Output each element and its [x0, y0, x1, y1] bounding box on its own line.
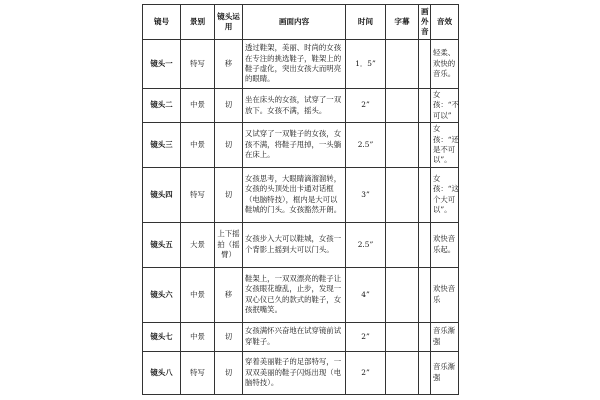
table-row: [143, 40, 459, 89]
time-cell: 2”: [346, 322, 386, 351]
shot-number-cell: 镜头一: [143, 40, 181, 89]
sound-cell: 女孩：“还是不可以”。: [431, 123, 459, 168]
sound-cell: 轻柔、欢快的音乐。: [431, 40, 459, 89]
content-cell: 女孩步入大可以鞋城，女孩一个背影上摇到大可以门头。: [243, 222, 346, 267]
shot-size-cell: 中景: [181, 89, 215, 123]
time-cell: 2”: [346, 351, 386, 394]
table-row: [143, 167, 459, 222]
header-camera-move: 镜头运用: [215, 5, 243, 40]
content-cell: 女孩满怀兴奋地在试穿镜前试穿鞋子。: [243, 322, 346, 351]
header-subtitle: 字幕: [386, 5, 419, 40]
camera-move-cell: 移: [215, 40, 243, 89]
sound-cell: 女孩：“这个大可以”。: [431, 167, 459, 222]
time-cell: 2.5”: [346, 222, 386, 267]
camera-move-cell: 切: [215, 351, 243, 394]
time-cell: 4”: [346, 267, 386, 322]
header-voiceover: 画外音: [419, 5, 431, 40]
camera-move-cell: 切: [215, 89, 243, 123]
table-row: [143, 222, 459, 267]
voiceover-cell: [419, 322, 431, 351]
sound-cell: 欢快音乐起。: [431, 222, 459, 267]
content-cell: 又试穿了一双鞋子的女孩，女孩不满，将鞋子甩掉，一头躺在床上。: [243, 123, 346, 168]
subtitle-cell: [386, 40, 419, 89]
shot-size-cell: 大景: [181, 222, 215, 267]
shot-number-cell: 镜头七: [143, 322, 181, 351]
sound-cell: 女孩：“不可以”: [431, 89, 459, 123]
voiceover-cell: [419, 89, 431, 123]
table-row: [143, 123, 459, 168]
content-cell: 穿着美丽鞋子的足部特写，一双双美丽的鞋子闪烁出现（电脑特技）。: [243, 351, 346, 394]
content-cell: 女孩思考，大眼睛滴溜溜转，女孩的头顶处出卡通对话框（电脑特技），框内是大可以鞋城的门头。女孩豁然开朗。: [243, 167, 346, 222]
time-cell: 1．5”: [346, 40, 386, 89]
subtitle-cell: [386, 89, 419, 123]
header-shot-no: 镜号: [143, 5, 181, 40]
subtitle-cell: [386, 322, 419, 351]
voiceover-cell: [419, 222, 431, 267]
table-row: [143, 322, 459, 351]
subtitle-cell: [386, 123, 419, 168]
camera-move-cell: 移: [215, 267, 243, 322]
shot-number-cell: 镜头八: [143, 351, 181, 394]
shot-number-cell: 镜头三: [143, 123, 181, 168]
time-cell: 3”: [346, 167, 386, 222]
subtitle-cell: [386, 167, 419, 222]
storyboard-table: [142, 4, 459, 395]
content-cell: 鞋架上，一双双漂亮的鞋子让女孩眼花缭乱，止步，发现一双心仪已久的款式的鞋子，女孩抿嘴笑。: [243, 267, 346, 322]
voiceover-cell: [419, 351, 431, 394]
shot-number-cell: 镜头二: [143, 89, 181, 123]
shot-size-cell: 特写: [181, 167, 215, 222]
shot-number-cell: 镜头四: [143, 167, 181, 222]
content-cell: 坐在床头的女孩，试穿了一双放下。女孩不满，摇头。: [243, 89, 346, 123]
shot-size-cell: 特写: [181, 40, 215, 89]
table-row: [143, 351, 459, 394]
camera-move-cell: 上下摇拍（摇臂）: [215, 222, 243, 267]
header-content: 画面内容: [243, 5, 346, 40]
table-row: [143, 89, 459, 123]
camera-move-cell: 切: [215, 322, 243, 351]
subtitle-cell: [386, 351, 419, 394]
shot-size-cell: 特写: [181, 351, 215, 394]
sound-cell: 音乐渐强: [431, 322, 459, 351]
shot-size-cell: 中景: [181, 267, 215, 322]
subtitle-cell: [386, 267, 419, 322]
table-row: [143, 267, 459, 322]
voiceover-cell: [419, 167, 431, 222]
shot-size-cell: 中景: [181, 322, 215, 351]
sound-cell: 音乐渐强: [431, 351, 459, 394]
camera-move-cell: 切: [215, 123, 243, 168]
voiceover-cell: [419, 123, 431, 168]
subtitle-cell: [386, 222, 419, 267]
content-cell: 透过鞋架，美丽、时尚的女孩在专注的挑选鞋子，鞋架上的鞋子虚化，突出女孩大而明亮的眼睛。: [243, 40, 346, 89]
shot-size-cell: 中景: [181, 123, 215, 168]
table-header-row: [143, 5, 459, 40]
camera-move-cell: 切: [215, 167, 243, 222]
header-time: 时间: [346, 5, 386, 40]
voiceover-cell: [419, 40, 431, 89]
voiceover-cell: [419, 267, 431, 322]
sound-cell: 欢快音乐: [431, 267, 459, 322]
header-sound: 音效: [431, 5, 459, 40]
time-cell: 2.5”: [346, 123, 386, 168]
time-cell: 2”: [346, 89, 386, 123]
header-shot-size: 景别: [181, 5, 215, 40]
shot-number-cell: 镜头六: [143, 267, 181, 322]
shot-number-cell: 镜头五: [143, 222, 181, 267]
